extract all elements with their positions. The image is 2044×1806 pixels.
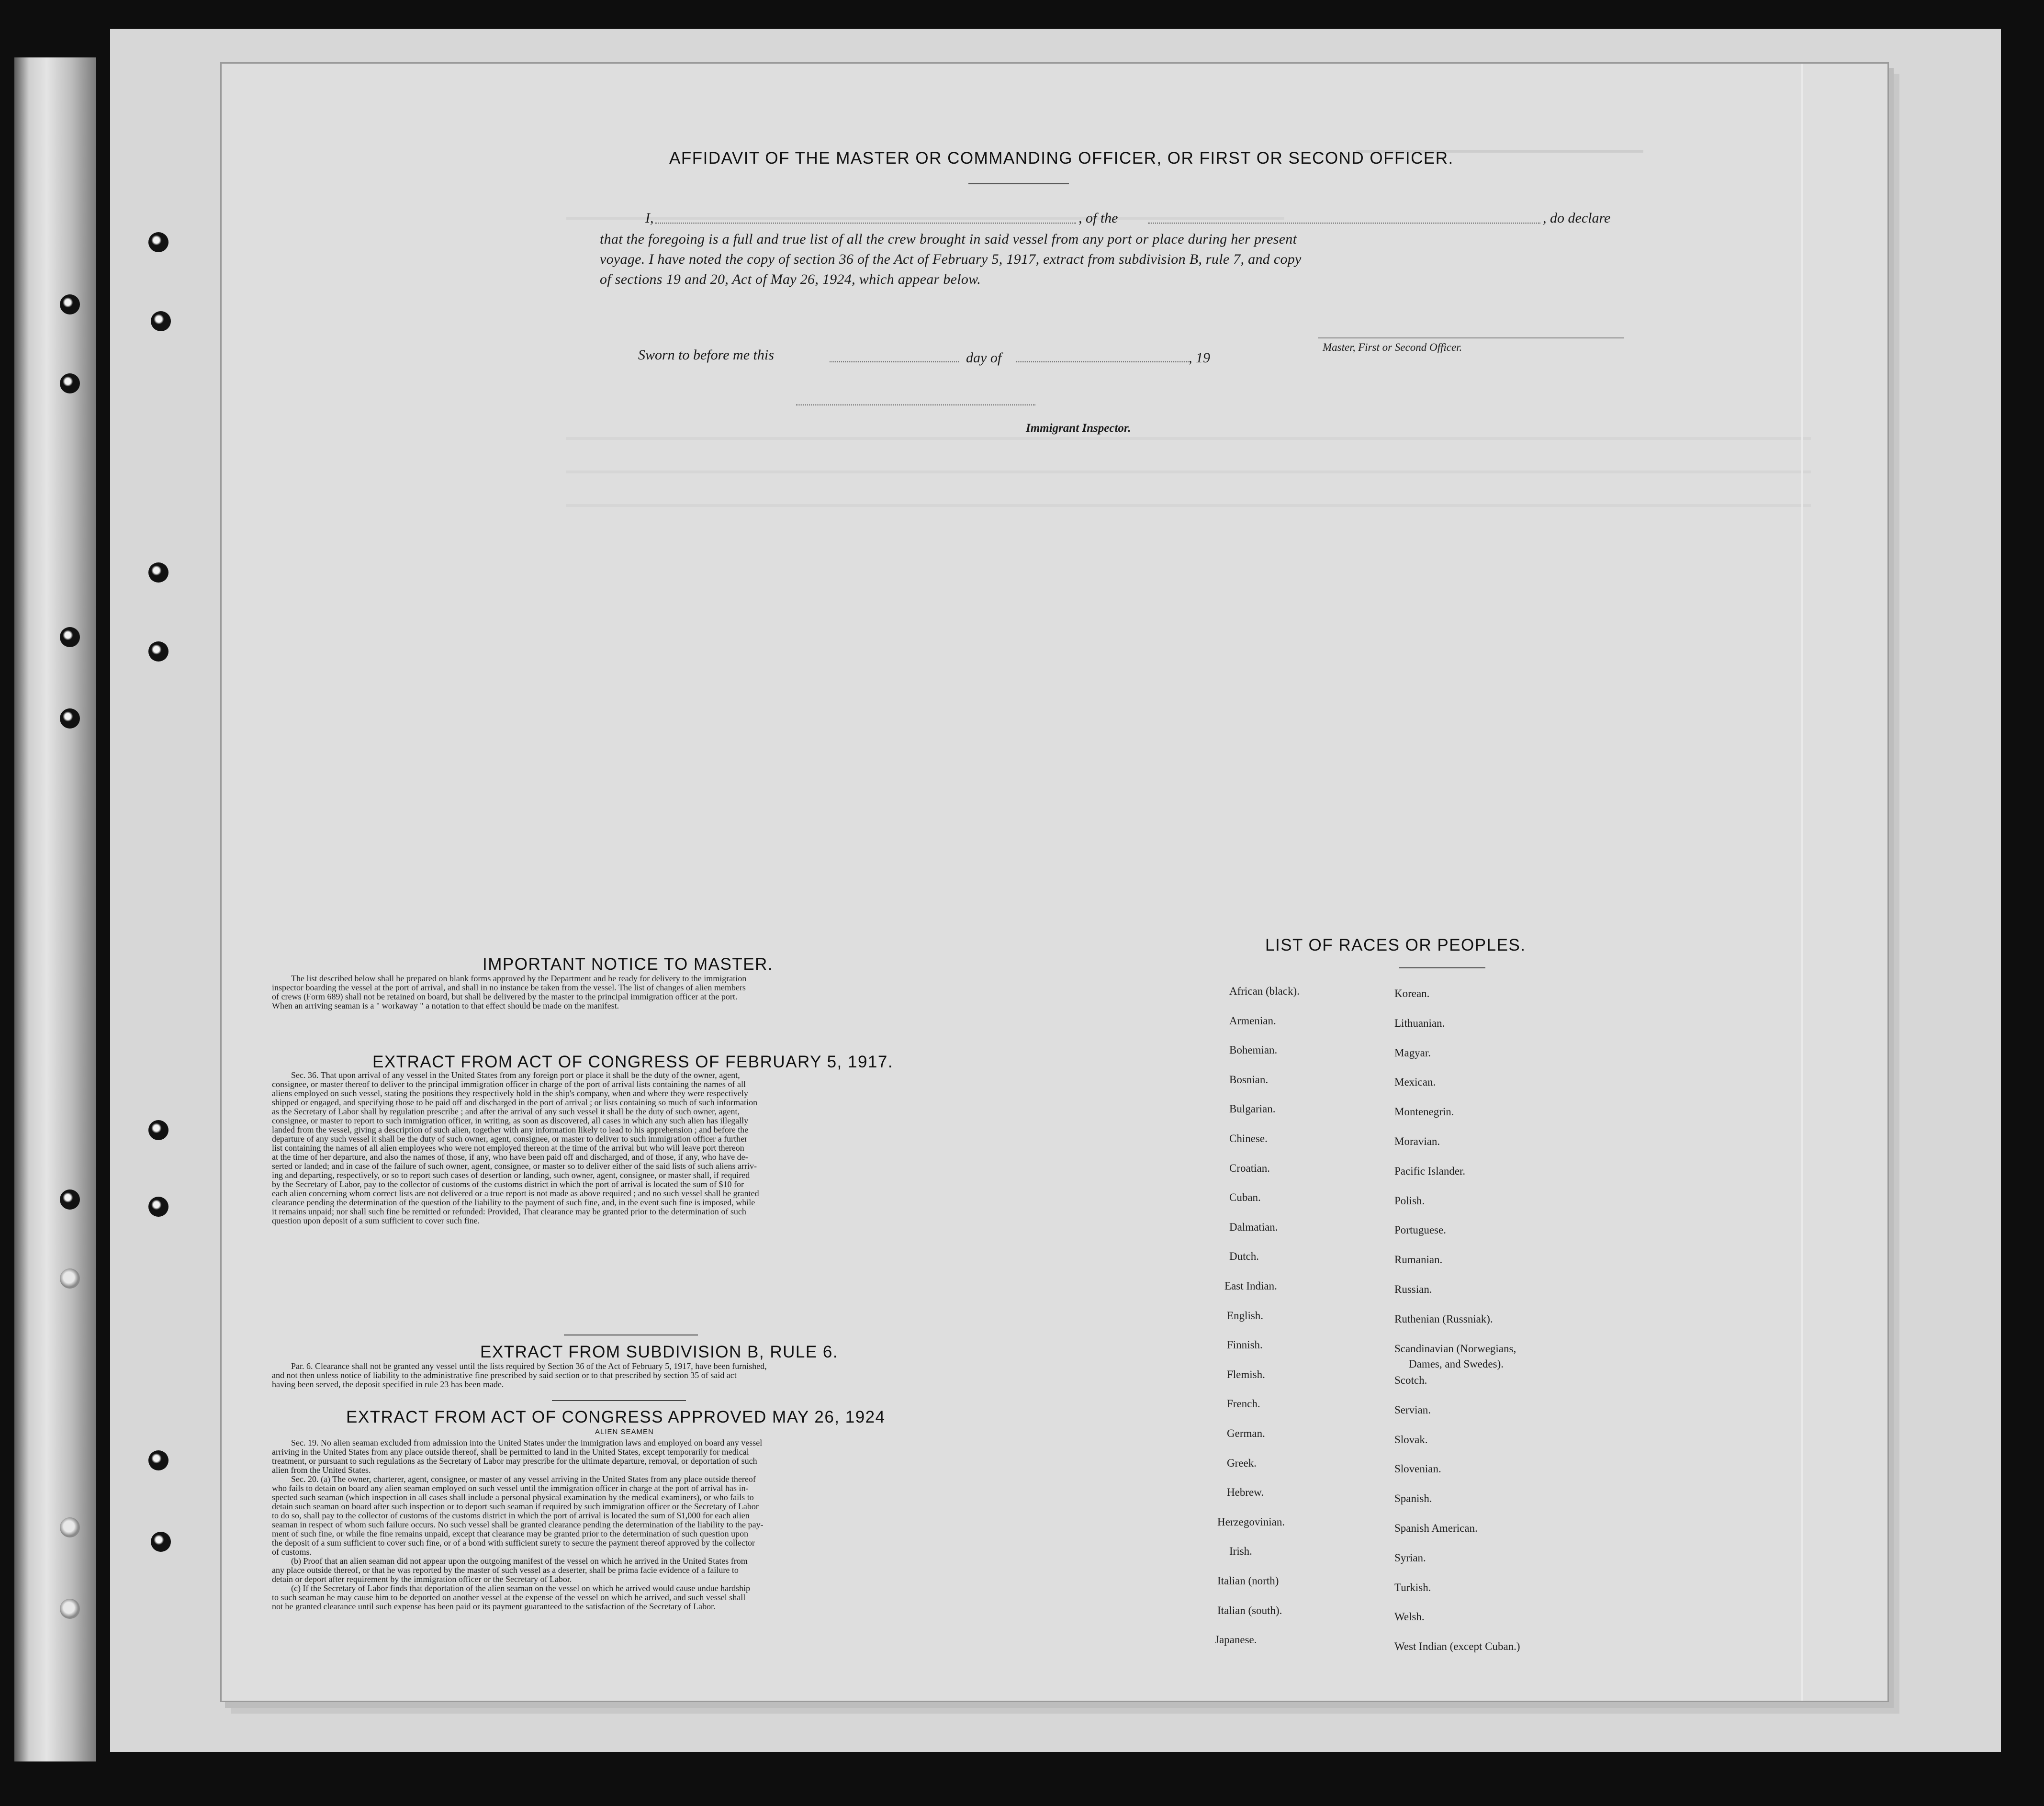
extract-1917-title: EXTRACT FROM ACT OF CONGRESS OF FEBRUARY 5, 1917. (372, 1053, 894, 1071)
bleed-through-mark (566, 504, 1811, 507)
race-item: Turkish. (1394, 1582, 1431, 1593)
extract-line: who fails to detain on board any alien seaman employed on such vessel until the immigration officer in charge at the port of arrival has in- (272, 1483, 749, 1493)
race-item: Korean. (1394, 987, 1430, 999)
race-item: Scandinavian (Norwegians, (1394, 1343, 1516, 1355)
extract-line: landed from the vessel, giving a description of such alien, together with any information likely to lead to his apprehension ; and before the (272, 1125, 749, 1134)
affidavit-text-line: voyage. I have noted the copy of section 36 of the Act of February 5, 1917, extract from subdivision B, rule 7, and copy (600, 251, 1302, 267)
race-item: Lithuanian. (1394, 1017, 1445, 1029)
extract-line: question upon deposit of a sum sufficient to cover such fine. (272, 1216, 480, 1225)
extract-line: as the Secretary of Labor shall by regulation prescribe ; and after the arrival of any such vessel it shall be the duty of such owner, agent, (272, 1107, 740, 1116)
race-item: Scotch. (1394, 1374, 1427, 1386)
extract-line: at the time of her departure, and also the names of those, if any, who have been paid off and discharged, and of those, if any, who have de- (272, 1152, 748, 1162)
subdivision-b-title: EXTRACT FROM SUBDIVISION B, RULE 6. (480, 1343, 839, 1361)
race-item: Spanish. (1394, 1492, 1432, 1504)
extract-line: aliens employed on such vessel, stating the positions they respectively hold in the ship's company, when and where they were respectively (272, 1088, 748, 1098)
punch-hole (60, 1268, 80, 1289)
extract-line: arriving in the United States from any place outside thereof, shall be permitted to land in the United States, except temporarily for medical (272, 1447, 749, 1457)
punch-hole (60, 1599, 80, 1619)
sworn-month-field[interactable] (1016, 361, 1189, 362)
extract-line: to such seaman he may cause him to be deported on another vessel at the expense of the vessel on which he arrived, and such vessel shall (272, 1593, 746, 1602)
punch-hole (60, 708, 80, 729)
race-item: Syrian. (1394, 1552, 1426, 1564)
race-item: Irish. (1229, 1545, 1252, 1557)
race-item: Dalmatian. (1229, 1221, 1278, 1233)
extract-line: serted or landed; and in case of the failure of such owner, agent, consignee, or master so to deliver either of the said lists of such aliens arriv- (272, 1161, 757, 1171)
inspector-signature-field[interactable] (796, 404, 1035, 405)
extract-line: and not then unless notice of liability to the administrative fine prescribed by said section or to that prescribed by section 35 of said act (272, 1370, 737, 1380)
extract-1917-text (272, 1071, 1004, 1225)
bleed-through-mark (566, 437, 1811, 440)
extract-line: detain or deport after requirement by the immigration officer or the Secretary of Labor. (272, 1574, 572, 1584)
extract-line: seaman in respect of whom such failure occurs. No such vessel shall be granted clearance pending the determination of the liability to the pay- (272, 1520, 764, 1529)
race-item: Welsh. (1394, 1611, 1425, 1623)
race-item: Spanish American. (1394, 1522, 1478, 1534)
race-item: Bohemian. (1229, 1044, 1278, 1056)
bleed-through-mark (566, 217, 1284, 220)
race-item: Italian (north) (1217, 1575, 1279, 1587)
extract-line: it remains unpaid; nor shall such fine be remitted or refunded: Provided, That clearance may be granted prior to the determination of such (272, 1207, 746, 1216)
race-item: French. (1227, 1398, 1260, 1410)
race-item: Italian (south). (1217, 1604, 1282, 1616)
bleed-through-mark (566, 471, 1811, 473)
extract-line: having been served, the deposit specified in rule 23 has been made. (272, 1380, 504, 1389)
race-item: African (black). (1229, 985, 1300, 997)
extract-line: alien from the United States. (272, 1465, 371, 1475)
sworn-day-field[interactable] (830, 361, 959, 362)
race-item: Greek. (1227, 1457, 1257, 1469)
notice-title: IMPORTANT NOTICE TO MASTER. (483, 955, 774, 974)
extract-line: treatment, or pursuant to such regulations as the Secretary of Labor may prescribe for the ultimate departure, removal, or deportation of such (272, 1456, 757, 1466)
race-item: Croatian. (1229, 1162, 1270, 1174)
races-title: LIST OF RACES OR PEOPLES. (1265, 936, 1526, 954)
extract-line: list containing the names of all alien employees who were not employed thereon at the time of the arrival but who will leave port thereon (272, 1143, 744, 1153)
extract-1924-text (272, 1438, 1004, 1611)
extract-line: consignee, or master thereof to deliver to the principal immigration officer in charge of the port of arrival lists containing the names of all (272, 1079, 746, 1089)
affidavit-text-line: that the foregoing is a full and true list of all the crew brought in said vessel from any port or place during her present (600, 231, 1297, 247)
races-title-rule (1399, 967, 1485, 968)
race-item: Armenian. (1229, 1015, 1276, 1027)
document-sheet (220, 62, 1889, 1702)
punch-hole (148, 562, 168, 583)
sworn-label: Sworn to before me this (638, 347, 774, 363)
extract-line: consignee, or master to report to such immigration officer, in writing, as soon as discovered, all cases in which any such alien has illegally (272, 1116, 749, 1125)
race-item: Polish. (1394, 1195, 1425, 1207)
extract-line: not be granted clearance until such expense has been paid or its payment guaranteed to the satisfaction of the Secretary of Labor. (272, 1602, 716, 1611)
extract-line: ment of such fine, or while the fine remains unpaid, except that clearance may be granted prior to the determination of such question upon (272, 1529, 749, 1538)
notice-line: of crews (Form 689) shall not be retained on board, but shall be delivered by the master to the principal immigration officer at the port. (272, 992, 738, 1001)
race-item: Montenegrin. (1394, 1106, 1454, 1118)
punch-hole (60, 1517, 80, 1537)
notice-line: inspector boarding the vessel at the port of arrival, and shall in no instance be taken from the vessel. The list of changes of alien members (272, 983, 746, 992)
race-item: Slovenian. (1394, 1463, 1441, 1475)
extract-line: spected such seaman (which inspection in all cases shall include a personal physical examination by the medical examiners), or who fails to (272, 1492, 754, 1502)
race-item: Dutch. (1229, 1250, 1259, 1262)
extract-line: (c) If the Secretary of Labor finds that deportation of the alien seaman on the vessel on which he arrived would cause undue hardship (291, 1583, 751, 1593)
extract-line: of customs. (272, 1547, 312, 1557)
punch-hole (60, 373, 80, 393)
subdivision-b-text (272, 1362, 1004, 1389)
race-item: Ruthenian (Russniak). (1394, 1313, 1493, 1325)
affidavit-of-the-label: , of the (1078, 210, 1118, 226)
race-item: Hebrew. (1227, 1486, 1264, 1498)
extract-line: clearance pending the determination of the question of the liability to the payment of such fine, and, in the event such fine is imposed, while (272, 1198, 755, 1207)
affidavit-i-label: I, (645, 210, 654, 226)
section-rule (552, 1400, 686, 1401)
race-item: Mexican. (1394, 1076, 1436, 1088)
race-item: German. (1227, 1427, 1265, 1439)
punch-hole (60, 627, 80, 647)
race-item: Rumanian. (1394, 1254, 1443, 1266)
race-item: East Indian. (1224, 1280, 1277, 1292)
race-item: Pacific Islander. (1394, 1165, 1466, 1177)
race-item: Finnish. (1227, 1339, 1263, 1351)
notice-line: The list described below shall be prepared on blank forms approved by the Department and be ready for delivery to the immigration (291, 974, 747, 983)
race-item: Flemish. (1227, 1369, 1265, 1380)
notice-text (272, 974, 1004, 1010)
extract-line: each alien concerning whom correct lists are not delivered or a true report is not made as above required ; and no such vessel shall be granted (272, 1189, 759, 1198)
extract-line: (b) Proof that an alien seaman did not appear upon the outgoing manifest of the vessel on which he arrived in the United States from (291, 1556, 748, 1566)
race-item: Magyar. (1394, 1047, 1431, 1059)
fold-line (1801, 64, 1803, 1701)
extract-line: any place outside thereof, or that he was reported by the master of such vessel as a deserter, shall be prima facie evidence of a failure to (272, 1565, 739, 1575)
punch-hole (148, 1450, 168, 1470)
race-item: Slovak. (1394, 1434, 1428, 1446)
extract-line: ing and departing, respectively, or so to report such cases of desertion or landing, such owner, agent, consignee, or master shall, if required (272, 1170, 750, 1180)
extract-line: Sec. 19. No alien seaman excluded from admission into the United States under the immigration laws and employed on board any vessel (291, 1438, 763, 1447)
race-item: Japanese. (1215, 1634, 1257, 1646)
vessel-name-field[interactable] (1148, 223, 1540, 224)
punch-hole (151, 311, 171, 331)
race-item: Moravian. (1394, 1135, 1440, 1147)
affidavit-text-line: of sections 19 and 20, Act of May 26, 1924, which appear below. (600, 271, 981, 287)
extract-1924-title: EXTRACT FROM ACT OF CONGRESS APPROVED MAY 26, 1924 (346, 1408, 886, 1426)
extract-line: departure of any such vessel it shall be the duty of such owner, agent, consignee, or master to deliver to such immigration officer a further (272, 1134, 748, 1144)
extract-line: detain such seaman on board after such inspection or to deport such seaman if required by such immigration officer or the Secretary of Labor (272, 1502, 759, 1511)
punch-hole (148, 1197, 168, 1217)
inspector-label: Immigrant Inspector. (1026, 422, 1131, 435)
punch-hole (60, 294, 80, 314)
race-item: Bosnian. (1229, 1074, 1269, 1086)
punch-hole (60, 1189, 80, 1210)
race-item: Dames, and Swedes). (1409, 1358, 1504, 1370)
extract-line: to do so, shall pay to the collector of customs of the customs district in which the port of arrival is located the sum of $1,000 for each alien (272, 1511, 750, 1520)
extract-line: by the Secretary of Labor, pay to the collector of customs of the customs district in which the port of arrival is located the sum of $10 for (272, 1179, 744, 1189)
race-item: Russian. (1394, 1283, 1432, 1295)
notice-line: When an arriving seaman is a " workaway " a notation to that effect should be made on the manifest. (272, 1001, 619, 1010)
extract-line: shipped or engaged, and specifying those to be paid off and discharged in the port of arrival ; or lists containing so much of such information (272, 1098, 758, 1107)
race-item: Portuguese. (1394, 1224, 1446, 1236)
race-item: English. (1227, 1310, 1264, 1322)
affidavit-title-rule (968, 183, 1069, 184)
extract-1924-subtitle: ALIEN SEAMEN (595, 1428, 654, 1436)
day-of-label: day of (966, 350, 1002, 366)
race-item: Cuban. (1229, 1191, 1261, 1203)
master-signature-label: Master, First or Second Officer. (1323, 341, 1462, 353)
binder-strip (14, 57, 96, 1761)
affidavit-title: AFFIDAVIT OF THE MASTER OR COMMANDING OFFICER, OR FIRST OR SECOND OFFICER. (669, 149, 1454, 168)
extract-line: Par. 6. Clearance shall not be granted any vessel until the lists required by Section 36 of the Act of February 5, 1917, have been furnished, (291, 1361, 767, 1371)
race-item: Bulgarian. (1229, 1103, 1276, 1115)
affidavit-declare-label: , do declare (1543, 210, 1611, 226)
punch-hole (148, 232, 168, 252)
punch-hole (148, 641, 168, 662)
punch-hole (148, 1120, 168, 1140)
extract-line: the deposit of a sum sufficient to cover such fine, or of a bond with sufficient surety to secure the payment thereof approved by the collector (272, 1538, 755, 1548)
affiant-name-field[interactable] (655, 223, 1076, 224)
race-item: Servian. (1394, 1404, 1431, 1416)
race-item: Chinese. (1229, 1133, 1268, 1144)
extract-line: Sec. 20. (a) The owner, charterer, agent, consignee, or master of any vessel arriving in the United States from any place outside thereof (291, 1474, 756, 1484)
year-label: , 19 (1189, 350, 1210, 366)
extract-line: Sec. 36. That upon arrival of any vessel in the United States from any foreign port or place it shall be the duty of the owner, agent, (291, 1070, 740, 1080)
race-item: West Indian (except Cuban.) (1394, 1640, 1520, 1652)
master-signature-field[interactable] (1318, 337, 1624, 338)
punch-hole (151, 1532, 171, 1552)
race-item: Herzegovinian. (1217, 1516, 1285, 1528)
